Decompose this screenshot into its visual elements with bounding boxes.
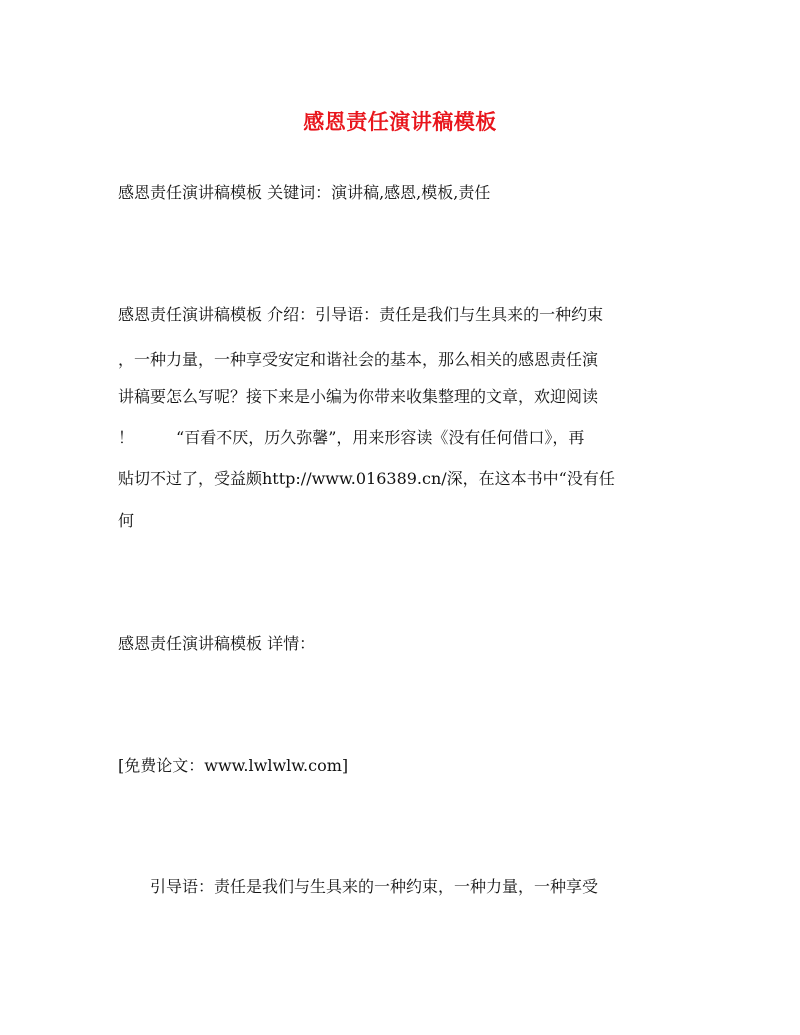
intro-line: 贴切不过了，受益颇http://www.016389.cn/深，在这本书中“没有任	[118, 469, 615, 488]
keywords-line: 感恩责任演讲稿模板 关键词：演讲稿,感恩,模板,责任	[118, 183, 491, 202]
source-line: [免费论文：www.lwlwlw.com]	[118, 756, 349, 775]
intro-line-row	[118, 428, 584, 448]
intro-line: 感恩责任演讲稿模板 介绍：引导语：责任是我们与生具来的一种约束	[118, 305, 604, 324]
document-title: 感恩责任演讲稿模板	[303, 109, 497, 134]
body-paragraph-line: 引导语：责任是我们与生具来的一种约束，一种力量，一种享受	[150, 877, 599, 896]
intro-line: 讲稿要怎么写呢？接下来是小编为你带来收集整理的文章，欢迎阅读	[118, 387, 599, 406]
intro-line: ，一种力量，一种享受安定和谐社会的基本，那么相关的感恩责任演	[118, 350, 599, 369]
intro-line: 何	[118, 511, 135, 530]
intro-line: “百看不厌，历久弥馨”，用来形容读《没有任何借口》，再	[176, 428, 585, 447]
details-line: 感恩责任演讲稿模板 详情：	[118, 634, 316, 653]
intro-line: ！	[118, 428, 135, 447]
